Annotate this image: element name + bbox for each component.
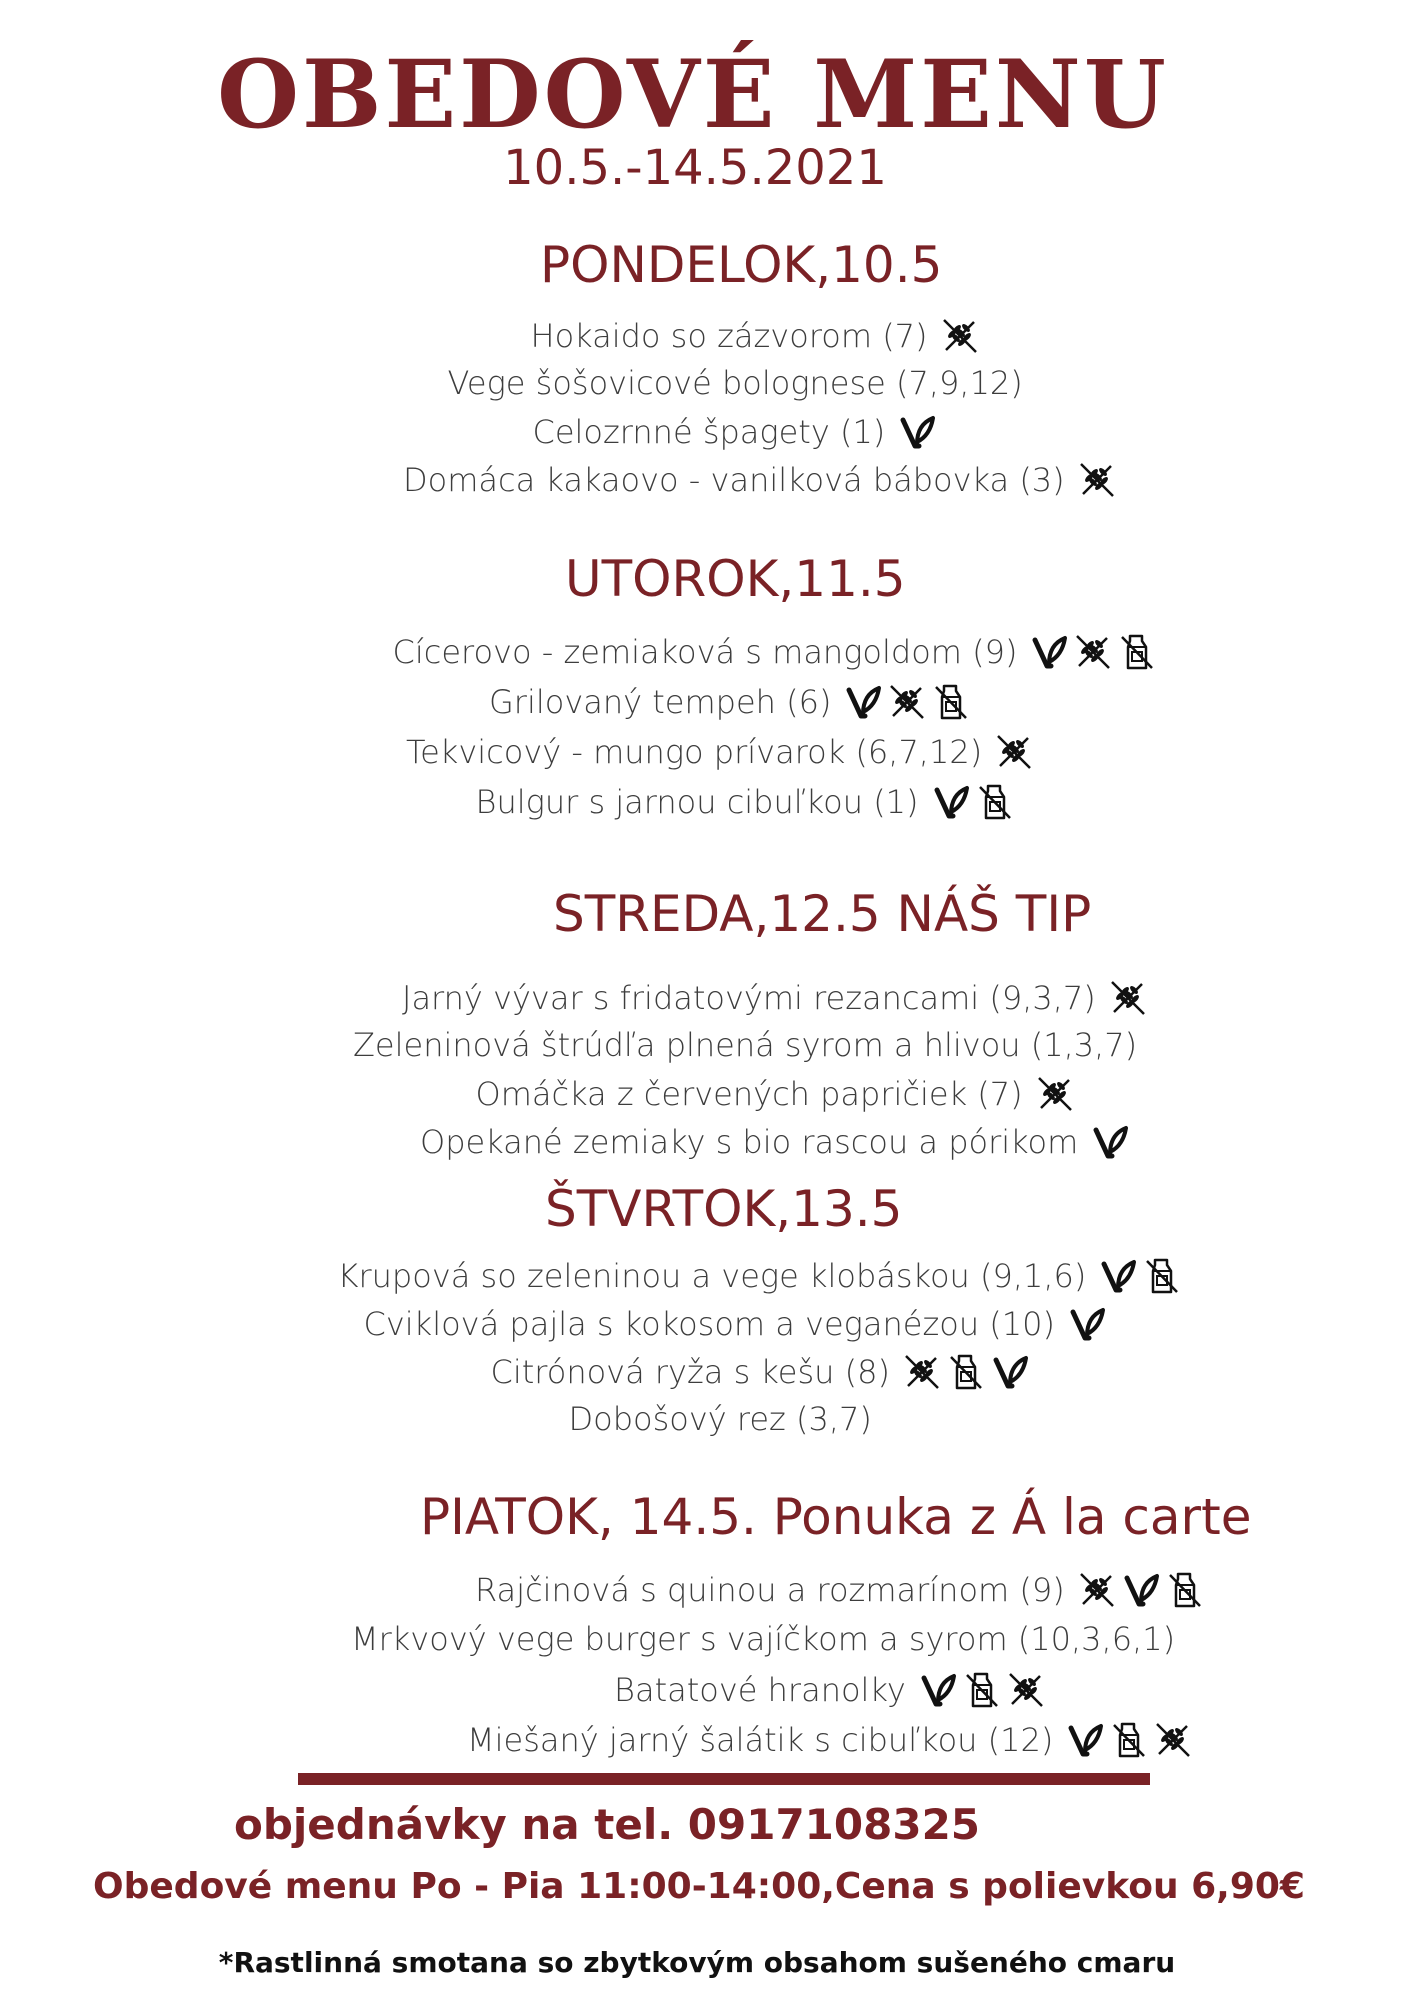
day-heading: STREDA,12.5 NÁŠ TIP bbox=[553, 885, 1092, 943]
gluten-free-icon bbox=[994, 732, 1034, 772]
menu-item bbox=[569, 1400, 872, 1438]
diet-icons bbox=[1063, 1304, 1107, 1344]
divider bbox=[298, 1773, 1150, 1785]
vegan-leaf-icon bbox=[843, 682, 883, 722]
menu-item-text: Rajčinová s quinou a rozmarínom (9) bbox=[475, 1571, 1065, 1609]
diet-icons bbox=[927, 782, 1015, 822]
menu-item-text: Hokaido so zázvorom (7) bbox=[530, 317, 928, 355]
menu-dates: 10.5.-14.5.2021 bbox=[503, 140, 887, 196]
gluten-free-icon bbox=[1108, 978, 1148, 1018]
menu-item-text: Domáca kakaovo - vanilková bábovka (3) bbox=[403, 461, 1065, 499]
diet-icons bbox=[898, 1352, 1030, 1392]
diet-icons bbox=[1025, 632, 1157, 672]
lactose-free-icon bbox=[946, 1352, 986, 1392]
menu-item-text: Miešaný jarný šalátik s cibuľkou (12) bbox=[467, 1721, 1054, 1759]
diet-icons bbox=[839, 682, 971, 722]
menu-item-text: Celozrnné špagety (1) bbox=[532, 413, 886, 451]
diet-icons bbox=[1104, 978, 1148, 1018]
gluten-free-icon bbox=[1073, 632, 1113, 672]
diet-icons bbox=[1094, 1256, 1182, 1296]
diet-icons bbox=[1073, 460, 1117, 500]
gluten-free-icon bbox=[1077, 460, 1117, 500]
menu-item-text: Dobošový rez (3,7) bbox=[568, 1400, 872, 1438]
menu-item-text: Bulgur s jarnou cibuľkou (1) bbox=[475, 783, 919, 821]
gluten-free-icon bbox=[887, 682, 927, 722]
menu-item bbox=[533, 412, 938, 452]
menu-item bbox=[403, 460, 1117, 500]
gluten-free-icon bbox=[940, 316, 980, 356]
menu-item-text: Mrkvový vege burger s vajíčkom a syrom (10,3,6,1) bbox=[351, 1620, 1176, 1658]
order-phone: objednávky na tel. 0917108325 bbox=[233, 1800, 981, 1849]
menu-item bbox=[338, 1256, 1183, 1296]
menu-item bbox=[614, 1670, 1046, 1710]
diet-icons bbox=[990, 732, 1034, 772]
day-heading: ŠTVRTOK,13.5 bbox=[545, 1180, 903, 1238]
menu-item bbox=[476, 1074, 1075, 1114]
lactose-free-icon bbox=[1165, 1570, 1205, 1610]
diet-icons bbox=[914, 1670, 1046, 1710]
vegan-leaf-icon bbox=[990, 1352, 1030, 1392]
vegan-leaf-icon bbox=[1029, 632, 1069, 672]
menu-item-text: Opekané zemiaky s bio rascou a pórikom bbox=[420, 1123, 1079, 1161]
menu-item-text: Tekvicový - mungo prívarok (6,7,12) bbox=[406, 733, 983, 771]
menu-item-text: Vege šošovicové bolognese (7,9,12) bbox=[447, 364, 1023, 402]
vegan-leaf-icon bbox=[1090, 1122, 1130, 1162]
day-heading: UTOROK,11.5 bbox=[565, 550, 906, 608]
gluten-free-icon bbox=[902, 1352, 942, 1392]
menu-item bbox=[476, 782, 1015, 822]
menu-item bbox=[364, 1304, 1107, 1344]
menu-item-text: Zeleninová štrúdľa plnená syrom a hlivou (1,3,7) bbox=[353, 1026, 1138, 1064]
vegan-leaf-icon bbox=[931, 782, 971, 822]
menu-item bbox=[475, 1570, 1205, 1610]
gluten-free-icon bbox=[1077, 1570, 1117, 1610]
menu-item-text: Cviklová pajla s kokosom a veganézou (10) bbox=[363, 1305, 1055, 1343]
diet-icons bbox=[1073, 1570, 1205, 1610]
menu-item-text: Jarný vývar s fridatovými rezancami (9,3,7) bbox=[402, 979, 1096, 1017]
menu-item bbox=[406, 732, 1034, 772]
lactose-free-icon bbox=[1142, 1256, 1182, 1296]
menu-item bbox=[420, 1122, 1130, 1162]
menu-item-text: Cícerovo - zemiaková s mangoldom (9) bbox=[392, 633, 1018, 671]
menu-item bbox=[393, 632, 1158, 672]
vegan-leaf-icon bbox=[1098, 1256, 1138, 1296]
lactose-free-icon bbox=[931, 682, 971, 722]
gluten-free-icon bbox=[1035, 1074, 1075, 1114]
menu-item-text: Batatové hranolky bbox=[614, 1671, 906, 1709]
diet-icons bbox=[1061, 1720, 1193, 1760]
lactose-free-icon bbox=[1109, 1720, 1149, 1760]
page-title: OBEDOVÉ MENU bbox=[217, 40, 1169, 150]
diet-icons bbox=[1086, 1122, 1130, 1162]
gluten-free-icon bbox=[1006, 1670, 1046, 1710]
menu-item bbox=[353, 1026, 1137, 1064]
menu-item-text: Omáčka z červených papričiek (7) bbox=[475, 1075, 1023, 1113]
menu-item-text: Citrónová ryža s kešu (8) bbox=[490, 1353, 890, 1391]
diet-icons bbox=[1031, 1074, 1075, 1114]
diet-icons bbox=[936, 316, 980, 356]
menu-item bbox=[491, 1352, 1030, 1392]
vegan-leaf-icon bbox=[897, 412, 937, 452]
menu-item bbox=[402, 978, 1148, 1018]
footnote: *Rastlinná smotana so zbytkovým obsahom sušeného cmaru bbox=[218, 1946, 1176, 1979]
menu-item bbox=[448, 364, 1023, 402]
lactose-free-icon bbox=[975, 782, 1015, 822]
menu-item bbox=[467, 1720, 1193, 1760]
vegan-leaf-icon bbox=[1065, 1720, 1105, 1760]
menu-item bbox=[351, 1620, 1175, 1658]
day-heading: PIATOK, 14.5. Ponuka z Á la carte bbox=[420, 1488, 1252, 1546]
menu-item bbox=[489, 682, 971, 722]
menu-item-text: Krupová so zeleninou a vege klobáskou (9,1,6) bbox=[337, 1257, 1087, 1295]
vegan-leaf-icon bbox=[1067, 1304, 1107, 1344]
menu-item-text: Grilovaný tempeh (6) bbox=[489, 683, 832, 721]
opening-hours: Obedové menu Po - Pia 11:00-14:00,Cena s polievkou 6,90€ bbox=[93, 1866, 1305, 1907]
gluten-free-icon bbox=[1153, 1720, 1193, 1760]
vegan-leaf-icon bbox=[1121, 1570, 1161, 1610]
menu-item bbox=[531, 316, 980, 356]
lactose-free-icon bbox=[1117, 632, 1157, 672]
lactose-free-icon bbox=[962, 1670, 1002, 1710]
vegan-leaf-icon bbox=[918, 1670, 958, 1710]
day-heading: PONDELOK,10.5 bbox=[540, 236, 943, 294]
diet-icons bbox=[893, 412, 937, 452]
